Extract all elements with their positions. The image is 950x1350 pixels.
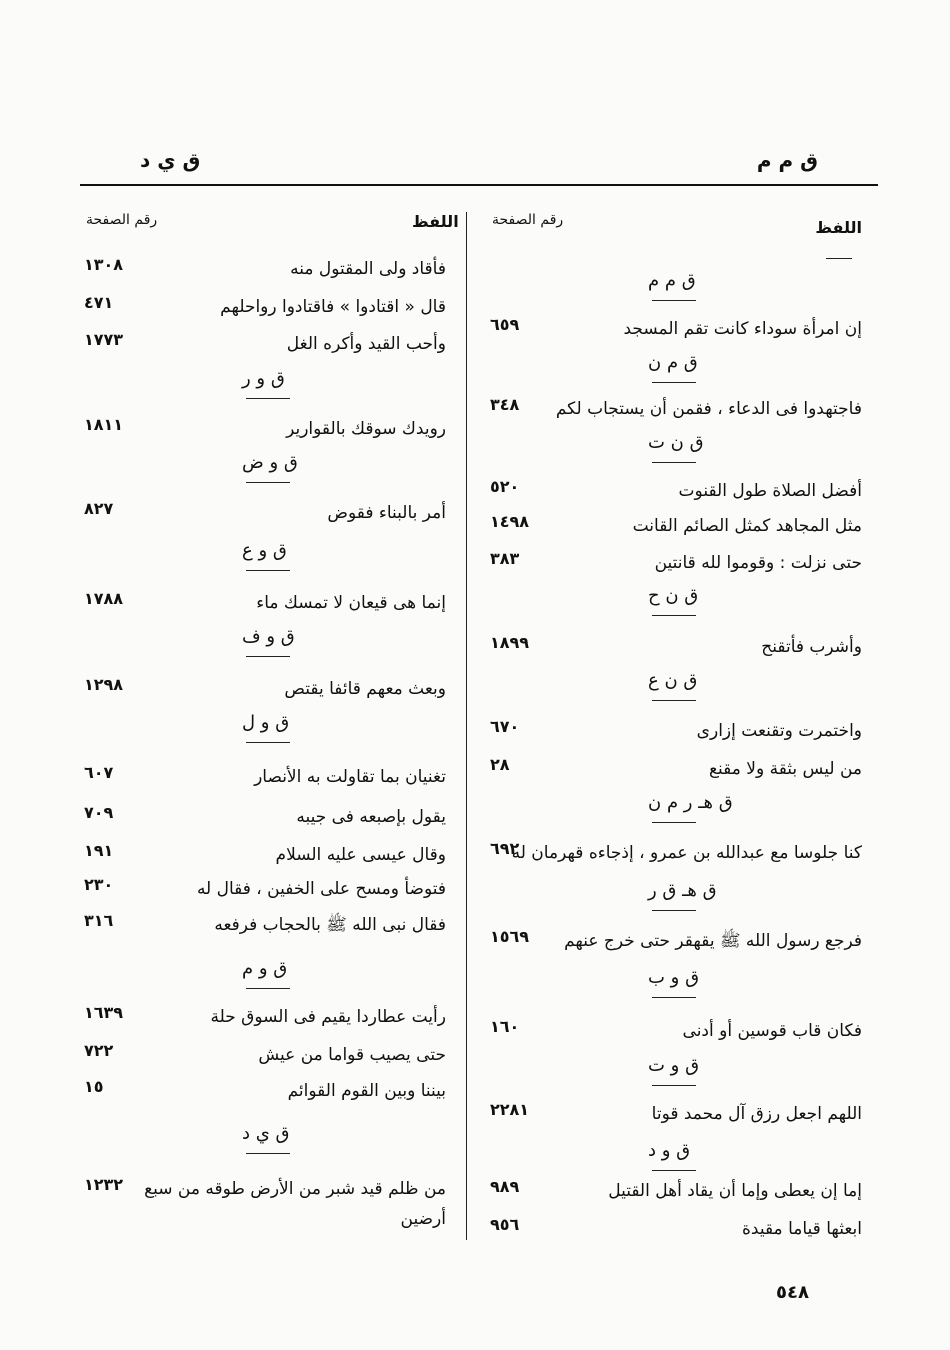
left-col-word-header: اللفظ [412,212,459,231]
entry-text: اللهم اجعل رزق آل محمد قوتا [651,1104,862,1124]
page-ref: ٢٣٠ [84,875,114,894]
root-heading: ق م ن [648,352,698,373]
entry-text: وبعث معهم قائفا يقتص [284,679,446,699]
page-ref: ٣٤٨ [490,395,520,414]
root-underline [246,988,290,989]
running-header-left: ق ي د [140,148,201,172]
root-heading: ق و ع [242,540,287,561]
root-heading: ق و ل [242,712,290,733]
root-underline [652,382,696,383]
entry-text: إنما هى قيعان لا تمسك ماء [256,593,446,613]
entry-text: فتوضأ ومسح على الخفين ، فقال له [196,879,446,899]
root-heading: ق ن ح [648,585,699,606]
entry-text: أرضين [400,1209,446,1229]
page-ref: ١٩١ [84,841,114,860]
root-heading: ق و ر [242,368,285,389]
page-ref: ٦٥٩ [490,315,520,334]
entry-text: من ظلم قيد شبر من الأرض طوقه من سبع [144,1179,446,1199]
page-ref: ١٢٩٨ [84,675,124,694]
entry-text: ابعثها قياما مقيدة [742,1219,862,1239]
right-col-page-header: رقم الصفحة [492,212,564,228]
root-underline [652,615,696,616]
entry-text: يقول بإصبعه فى جيبه [296,807,446,827]
entry-text: وقال عيسى عليه السلام [275,845,446,865]
entry-text: كنا جلوسا مع عبدالله بن عمرو ، إذجاءه قهرمان له [511,843,862,863]
entry-text: أمر بالبناء فقوض [327,503,446,523]
right-col-word-header: اللفظ [815,218,862,237]
running-header-right: ق م م [756,148,818,172]
entry-text: من ليس بثقة ولا مقنع [708,759,862,779]
root-underline [246,742,290,743]
entry-text: فرجع رسول الله ﷺ يقهقر حتى خرج عنهم [564,931,862,951]
root-underline [246,1153,290,1154]
entry-text: فأقاد ولى المقتول منه [290,259,446,279]
page-ref: ١٧٨٨ [84,589,124,608]
entry-text: بيننا وبين القوم القوائم [287,1081,446,1101]
root-heading: ق ن ت [648,432,704,453]
page-ref: ٥٢٠ [490,477,520,496]
entry-text: قال « اقتادوا » فاقتادوا رواحلهم [220,297,446,317]
root-underline [246,398,290,399]
entry-text: حتى نزلت : وقوموا لله قانتين [654,553,862,573]
page-ref: ١٣٠٨ [84,255,124,274]
entry-text: أفضل الصلاة طول القنوت [678,481,862,501]
page-ref: ١٦٠ [490,1017,520,1036]
root-heading: ق و ت [648,1055,700,1076]
root-heading: ق و د [648,1140,691,1161]
page-ref: ٦٧٠ [490,717,520,736]
page-ref: ١٥٦٩ [490,927,530,946]
page-ref: ١٧٧٣ [84,330,124,349]
page-ref: ١٨١١ [84,415,124,434]
root-underline [652,997,696,998]
entry-text: تغنيان بما تقاولت به الأنصار [254,767,446,787]
entry-text: فقال نبى الله ﷺ بالحجاب فرفعه [214,915,446,935]
page-ref: ١٢٣٢ [84,1175,124,1194]
root-underline [246,482,290,483]
page-ref: ٣١٦ [84,911,114,930]
root-underline [246,656,290,657]
root-underline [652,462,696,463]
entry-text: رأيت عطاردا يقيم فى السوق حلة [210,1007,446,1027]
page-number: ٥٤٨ [776,1282,809,1303]
root-underline [652,910,696,911]
entry-text: رويدك سوقك بالقوارير [286,419,446,439]
root-heading: ق م م [648,270,696,291]
page-ref: ٦٠٧ [84,763,114,782]
page-ref: ١٥ [84,1077,104,1096]
page-ref: ٤٧١ [84,293,114,312]
root-heading: ق و ض [242,452,298,473]
entry-text: حتى يصيب قواما من عيش [258,1045,446,1065]
root-heading: ق هـ ر م ن [648,792,733,813]
root-underline [652,1085,696,1086]
root-underline [652,822,696,823]
root-heading: ق و م [242,958,288,979]
header-rule [80,184,878,186]
root-underline [652,700,696,701]
page-ref: ٩٥٦ [490,1215,520,1234]
page-ref: ١٤٩٨ [490,512,530,531]
entry-text: فكان قاب قوسين أو أدنى [682,1021,862,1041]
entry-text: وأحب القيد وأكره الغل [286,334,446,354]
root-underline [652,1170,696,1171]
entry-text: وأشرب فأتقنح [761,637,862,657]
root-heading: ق ن ع [648,670,698,691]
entry-text: إن امرأة سوداء كانت تقم المسجد [623,319,862,339]
header-underline [826,258,852,259]
root-heading: ق هـ ق ر [648,880,717,901]
page-ref: ٩٨٩ [490,1177,520,1196]
page-ref: ٢٢٨١ [490,1100,530,1119]
entry-text: فاجتهدوا فى الدعاء ، فقمن أن يستجاب لكم [555,399,862,419]
entry-text: إما إن يعطى وإما أن يقاد أهل القتيل [608,1181,862,1201]
root-underline [246,570,290,571]
page-ref: ٧٠٩ [84,803,114,822]
left-col-page-header: رقم الصفحة [86,212,158,228]
root-underline [652,300,696,301]
page-ref: ٢٨ [490,755,510,774]
page-ref: ٣٨٣ [490,549,520,568]
entry-text: واختمرت وتقنعت إزارى [696,721,862,741]
root-heading: ق و ب [648,967,700,988]
page-ref: ١٦٣٩ [84,1003,124,1022]
root-heading: ق و ف [242,626,295,647]
column-divider [466,212,467,1240]
root-heading: ق ي د [242,1123,290,1144]
page-ref: ٧٢٢ [84,1041,114,1060]
page-ref: ٦٩٢ [490,839,520,858]
entry-text: مثل المجاهد كمثل الصائم القانت [632,516,862,536]
page-ref: ١٨٩٩ [490,633,530,652]
page-ref: ٨٢٧ [84,499,114,518]
